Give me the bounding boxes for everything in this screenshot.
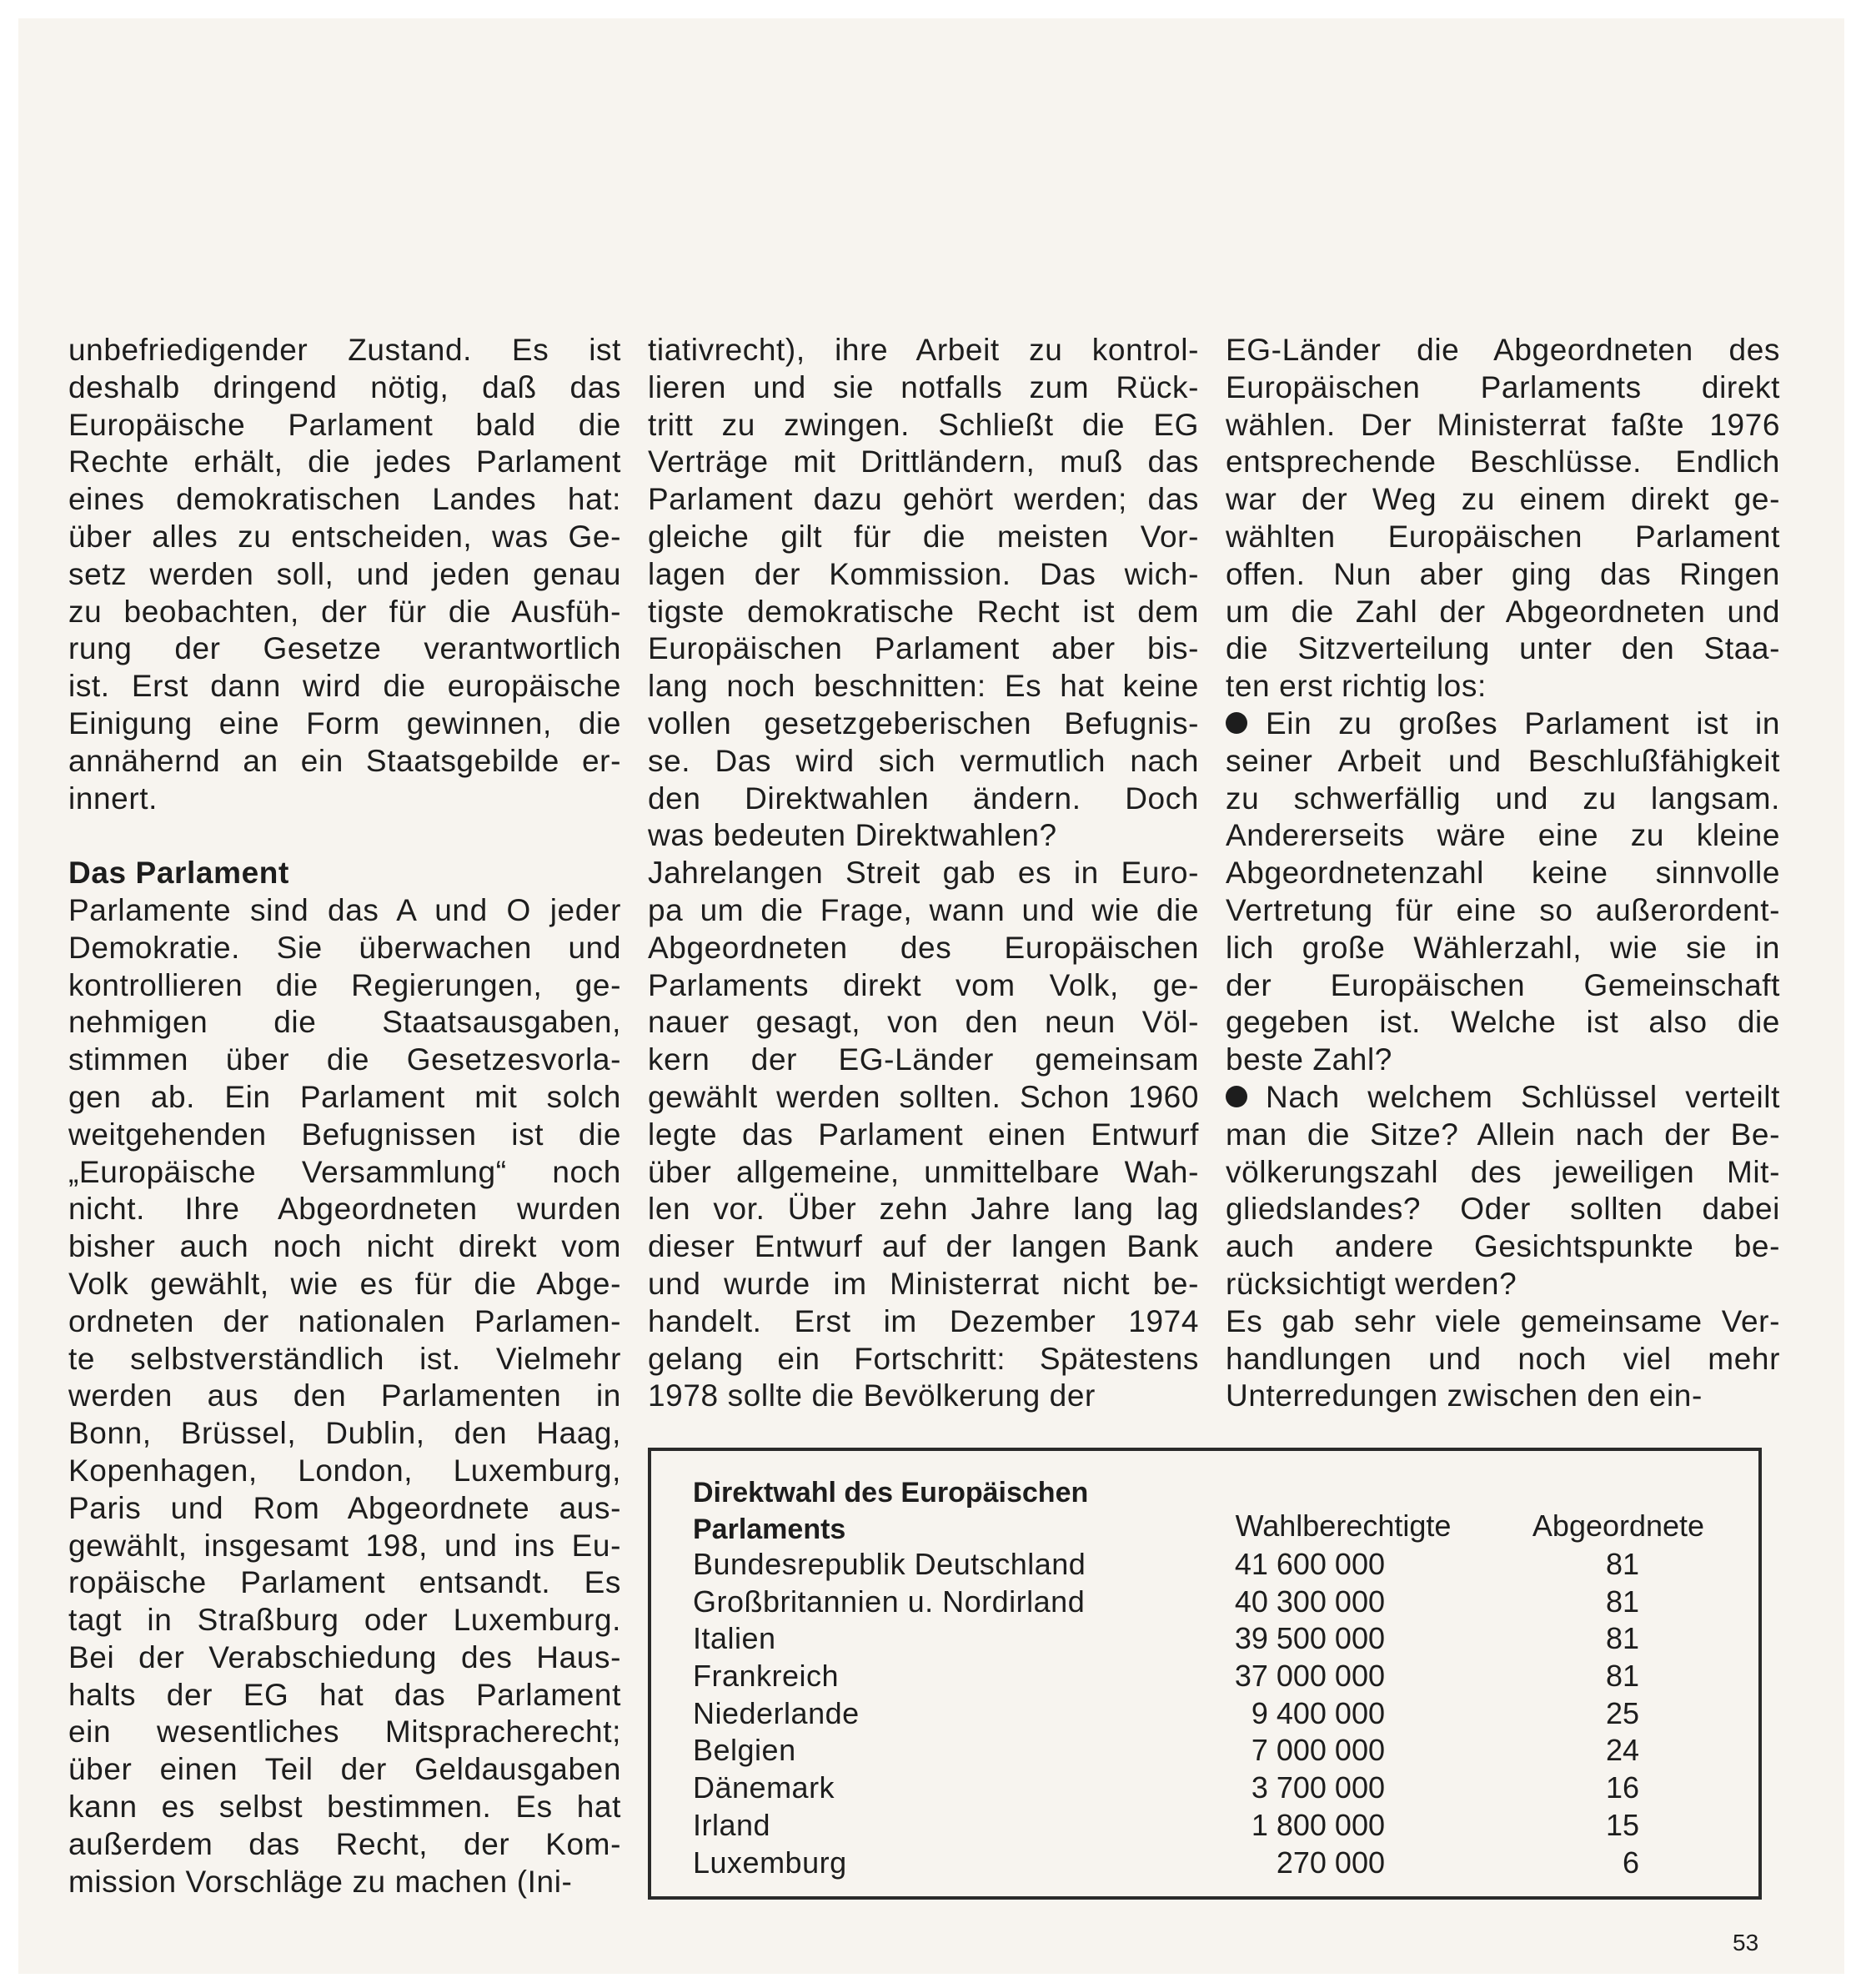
text-line: Bei der Verabschiedung des Haus- <box>68 1639 621 1674</box>
text-line: wählten Europäischen Parlament <box>1226 519 1780 554</box>
text-line: rücksichtigt werden? <box>1226 1266 1517 1301</box>
text-line: den Direktwahlen ändern. Doch <box>648 781 1199 816</box>
bullet-item <box>1226 705 1780 1079</box>
country-cell: Irland <box>693 1807 771 1842</box>
paragraph-gap <box>68 817 621 855</box>
table-row <box>693 1584 1743 1621</box>
text-line: ordneten der nationalen Parlamen- <box>68 1303 621 1338</box>
text-line: annähernd an ein Staatsgebilde er- <box>68 743 621 778</box>
paragraph <box>1226 332 1780 705</box>
text-line: lieren und sie notfalls zum Rück- <box>648 369 1199 404</box>
table-row <box>693 1695 1743 1733</box>
text-line: über allgemeine, unmittelbare Wah- <box>648 1154 1199 1189</box>
text-line: unbefriedigender Zustand. Es ist <box>68 333 621 367</box>
text-line: gelang ein Fortschritt: Spätestens <box>648 1341 1199 1376</box>
text-line: gleiche gilt für die meisten Vor- <box>648 519 1199 554</box>
table-row <box>693 1620 1743 1658</box>
text-line: Kopenhagen, London, Luxemburg, <box>68 1453 621 1488</box>
text-line: tagt in Straßburg oder Luxemburg. <box>68 1603 621 1638</box>
text-line: lagen der Kommission. Das wich- <box>648 556 1199 591</box>
bullet-text: Ein zu großes Parlament ist in <box>1266 705 1780 740</box>
voters-cell: 9 400 000 <box>1251 1695 1385 1730</box>
text-line: setz werden soll, und jeden genau <box>68 556 621 591</box>
text-line: mission Vorschläge zu machen (Ini- <box>68 1864 573 1899</box>
text-line: Volk gewählt, wie es für die Abge- <box>68 1266 621 1301</box>
text-line: man die Sitze? Allein nach der Be- <box>1226 1117 1780 1152</box>
text-line: Verträge mit Drittländern, muß das <box>648 444 1199 479</box>
text-line: se. Das wird sich vermutlich nach <box>648 743 1199 778</box>
text-line: die Sitzverteilung unter den Staa- <box>1226 631 1780 666</box>
text-line: Europäische Parlament bald die <box>68 407 621 442</box>
text-line: te selbstverständlich ist. Vielmehr <box>68 1341 621 1376</box>
text-line: innert. <box>68 781 158 816</box>
text-line: Andererseits wäre eine zu kleine <box>1226 818 1780 853</box>
text-line: über einen Teil der Geldausgaben <box>68 1752 621 1787</box>
text-line: gen ab. Ein Parlament mit solch <box>68 1079 621 1114</box>
deputies-cell: 6 <box>1622 1845 1639 1880</box>
country-cell: Luxemburg <box>693 1845 847 1880</box>
text-line: nauer gesagt, von den neun Völ- <box>648 1005 1199 1040</box>
text-line: EG-Länder die Abgeordneten des <box>1226 333 1780 367</box>
paragraph <box>68 332 621 817</box>
table-row <box>693 1658 1743 1695</box>
text-column-3 <box>1226 332 1780 1415</box>
text-line: ein wesentliches Mitspracherecht; <box>68 1714 621 1750</box>
text-line <box>1226 705 1780 743</box>
text-line: stimmen über die Gesetzesvorla- <box>68 1042 621 1077</box>
text-line: bisher auch noch nicht direkt vom <box>68 1229 621 1264</box>
text-line: legte das Parlament einen Entwurf <box>648 1117 1199 1152</box>
text-line: tritt zu zwingen. Schließt die EG <box>648 407 1199 442</box>
text-line: gewählt werden sollten. Schon 1960 <box>648 1079 1199 1114</box>
text-line: handlungen und noch viel mehr <box>1226 1341 1780 1376</box>
table-title-line: Parlaments <box>693 1514 846 1545</box>
text-line: Unterredungen zwischen den ein- <box>1226 1378 1703 1413</box>
bullet-icon <box>1226 712 1247 734</box>
text-line: weitgehenden Befugnissen ist die <box>68 1117 621 1152</box>
text-line: Demokratie. Sie überwachen und <box>68 930 621 965</box>
text-line: entsprechende Beschlüsse. Endlich <box>1226 444 1780 479</box>
paragraph <box>648 332 1199 855</box>
table-title-line: Direktwahl des Europäischen <box>693 1477 1089 1509</box>
text-line: kontrollieren die Regierungen, ge- <box>68 967 621 1002</box>
text-line: war der Weg zu einem direkt ge- <box>1226 482 1780 517</box>
text-line: Jahrelangen Streit gab es in Euro- <box>648 856 1199 891</box>
text-line: Europäischen Parlaments direkt <box>1226 369 1780 404</box>
text-line: lich große Wählerzahl, wie sie in <box>1226 930 1780 965</box>
section-heading: Das Parlament <box>68 856 289 891</box>
text-line: Einigung eine Form gewinnen, die <box>68 705 621 740</box>
table-row <box>693 1807 1743 1845</box>
text-line: Parlament dazu gehört werden; das <box>648 482 1199 517</box>
text-line: zu beobachten, der für die Ausfüh- <box>68 594 621 629</box>
country-cell: Frankreich <box>693 1659 840 1694</box>
text-line: zu schwerfällig und zu langsam. <box>1226 781 1780 816</box>
table-row <box>693 1546 1743 1584</box>
deputies-cell: 81 <box>1605 1621 1639 1656</box>
text-line: außerdem das Recht, der Kom- <box>68 1826 621 1861</box>
column-header-voters: Wahlberechtigte <box>1235 1509 1452 1543</box>
table-rows <box>693 1546 1743 1881</box>
text-line: nicht. Ihre Abgeordneten wurden <box>68 1192 621 1227</box>
voters-cell: 41 600 000 <box>1234 1547 1385 1581</box>
country-cell: Belgien <box>693 1733 796 1768</box>
text-line: beste Zahl? <box>1226 1042 1392 1077</box>
country-cell: Italien <box>693 1621 776 1656</box>
text-line: gewählt, insgesamt 198, und ins Eu- <box>68 1528 621 1563</box>
country-cell: Bundesrepublik Deutschland <box>693 1547 1086 1581</box>
text-line: offen. Nun aber ging das Ringen <box>1226 556 1780 591</box>
text-line: nehmigen die Staatsausgaben, <box>68 1005 621 1040</box>
text-line: völkerungszahl des jeweiligen Mit- <box>1226 1154 1780 1189</box>
deputies-cell: 24 <box>1605 1733 1639 1768</box>
text-line: kern der EG-Länder gemeinsam <box>648 1042 1199 1077</box>
deputies-cell: 81 <box>1605 1659 1639 1694</box>
text-column-2 <box>648 332 1199 1415</box>
text-line: gliedslandes? Oder sollten dabei <box>1226 1192 1780 1227</box>
text-line: Vertretung für eine so außerordent- <box>1226 892 1780 927</box>
text-line: rung der Gesetze verantwortlich <box>68 631 621 666</box>
country-cell: Dänemark <box>693 1770 835 1805</box>
text-line: Abgeordnetenzahl keine sinnvolle <box>1226 856 1780 891</box>
text-line: werden aus den Parlamenten in <box>68 1378 621 1413</box>
voters-cell: 3 700 000 <box>1251 1770 1385 1805</box>
text-line: len vor. Über zehn Jahre lang lag <box>648 1192 1199 1227</box>
text-line: eines demokratischen Landes hat: <box>68 482 621 517</box>
text-line: seiner Arbeit und Beschlußfähigkeit <box>1226 743 1780 778</box>
bullet-icon <box>1226 1086 1247 1107</box>
voters-cell: 270 000 <box>1276 1845 1385 1880</box>
table-row <box>693 1845 1743 1882</box>
deputies-cell: 81 <box>1605 1547 1639 1581</box>
table-row <box>693 1732 1743 1770</box>
text-line: 1978 sollte die Bevölkerung der <box>648 1378 1096 1413</box>
country-cell: Großbritannien u. Nordirland <box>693 1584 1086 1619</box>
text-line: Abgeordneten des Europäischen <box>648 930 1199 965</box>
voters-cell: 1 800 000 <box>1251 1807 1385 1842</box>
deputies-cell: 25 <box>1605 1695 1639 1730</box>
deputies-cell: 81 <box>1605 1584 1639 1619</box>
text-line: ropäische Parlament entsandt. Es <box>68 1565 621 1600</box>
text-line: „Europäische Versammlung“ noch <box>68 1154 621 1189</box>
bullet-item <box>1226 1079 1780 1303</box>
page-number: 53 <box>1733 1930 1759 1955</box>
election-table <box>648 1448 1762 1900</box>
text-line: tigste demokratische Recht ist dem <box>648 594 1199 629</box>
text-line: und wurde im Ministerrat nicht be- <box>648 1266 1199 1301</box>
voters-cell: 40 300 000 <box>1234 1584 1385 1619</box>
table-row <box>693 1770 1743 1807</box>
text-line: der Europäischen Gemeinschaft <box>1226 967 1780 1002</box>
table-title <box>693 1474 1088 1548</box>
text-line <box>1226 1079 1780 1117</box>
text-line: wählen. Der Ministerrat faßte 1976 <box>1226 407 1780 442</box>
voters-cell: 37 000 000 <box>1234 1659 1385 1694</box>
text-line: dieser Entwurf auf der langen Bank <box>648 1229 1199 1264</box>
text-line: gegeben ist. Welche ist also die <box>1226 1005 1780 1040</box>
text-line: deshalb dringend nötig, daß das <box>68 369 621 404</box>
text-line: handelt. Erst im Dezember 1974 <box>648 1303 1199 1338</box>
text-line: Europäischen Parlament aber bis- <box>648 631 1199 666</box>
paragraph <box>1226 1303 1780 1415</box>
voters-cell: 39 500 000 <box>1234 1621 1385 1656</box>
text-line: Parlamente sind das A und O jeder <box>68 892 621 927</box>
paragraph <box>648 855 1199 1415</box>
text-line: kann es selbst bestimmen. Es hat <box>68 1790 621 1825</box>
paragraph <box>68 892 621 1901</box>
text-line: Rechte erhält, die jedes Parlament <box>68 444 621 479</box>
deputies-cell: 15 <box>1605 1807 1639 1842</box>
text-line: Es gab sehr viele gemeinsame Ver- <box>1226 1303 1780 1338</box>
text-line: vollen gesetzgeberischen Befugnis- <box>648 705 1199 740</box>
country-cell: Niederlande <box>693 1695 860 1730</box>
deputies-cell: 16 <box>1605 1770 1639 1805</box>
text-line: lang noch beschnitten: Es hat keine <box>648 669 1199 704</box>
text-line: ten erst richtig los: <box>1226 669 1487 704</box>
text-line: tiativrecht), ihre Arbeit zu kontrol- <box>648 333 1199 367</box>
text-line: um die Zahl der Abgeordneten und <box>1226 594 1780 629</box>
text-line: Paris und Rom Abgeordnete aus- <box>68 1490 621 1525</box>
column-header-deputies: Abgeordnete <box>1532 1509 1705 1543</box>
voters-cell: 7 000 000 <box>1251 1733 1385 1768</box>
text-line: auch andere Gesichtspunkte be- <box>1226 1229 1780 1264</box>
text-line: pa um die Frage, wann und wie die <box>648 892 1199 927</box>
page <box>18 18 1844 1974</box>
text-column-1 <box>68 332 621 1900</box>
text-line: was bedeuten Direktwahlen? <box>648 818 1057 853</box>
text-line: halts der EG hat das Parlament <box>68 1677 621 1712</box>
text-line: ist. Erst dann wird die europäische <box>68 669 621 704</box>
text-line: Parlaments direkt vom Volk, ge- <box>648 967 1199 1002</box>
text-line: über alles zu entscheiden, was Ge- <box>68 519 621 554</box>
text-line: Bonn, Brüssel, Dublin, den Haag, <box>68 1416 621 1451</box>
bullet-text: Nach welchem Schlüssel verteilt <box>1266 1079 1780 1114</box>
